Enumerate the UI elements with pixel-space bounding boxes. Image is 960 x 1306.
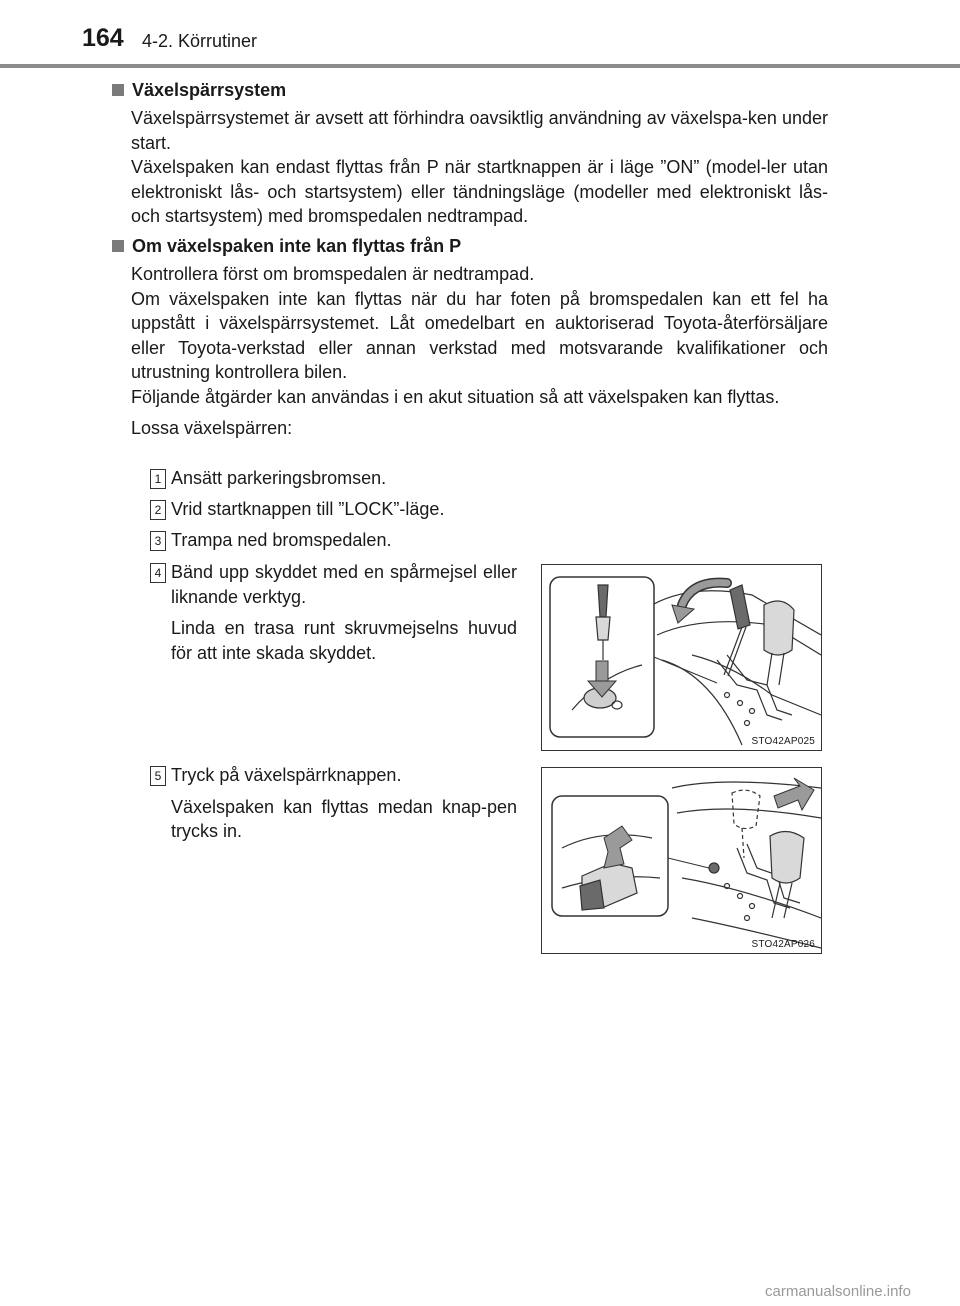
step-text: Trampa ned bromspedalen. [171,530,392,550]
shift-lock-release-illustration [542,768,821,953]
figure-code: STO42AP026 [751,939,815,950]
watermark: carmanualsonline.info [765,1283,911,1300]
section-cannot-shift [112,234,828,441]
step-text: Bänd upp skyddet med en spårmejsel eller liknande verktyg. [171,562,517,607]
paragraph: Följande åtgärder kan användas i en akut situation så att växelspaken kan flyttas. [131,386,780,407]
square-bullet-icon [112,240,124,252]
heading-text: Växelspärrsystem [132,80,287,100]
heading-text: Om växelspaken inte kan flyttas från P [132,236,462,256]
release-intro: Lossa växelspärren: [131,418,293,438]
paragraph: Om växelspaken inte kan flyttas när du har foten på bromspedalen kan ett fel ha uppstått i växelspärrsystemet. Låt omedelbart en auktoriserad Toyota-återförsäljare eller Toyota-verkstad eller annan verkstad med motsvarande kvalifikationer och utrustning kontrollera bilen. [131,288,828,382]
figure-code: STO42AP025 [751,736,815,747]
step-text: Vrid startknappen till ”LOCK”-läge. [171,499,445,519]
paragraph: Växelspaken kan endast flyttas från P när startknappen är i läge ”ON” (model-ler utan elektroniskt lås- och startsystem) eller tändningsläge (modeller med elektroniskt lås- och startsystem) med bromspedalen nedtrampad. [131,157,828,226]
step-number: 4 [150,563,166,583]
step-text: Tryck på växelspärrknappen. [171,765,402,785]
section-heading [112,234,828,258]
square-bullet-icon [112,84,124,96]
page-number: 164 [82,24,124,52]
step-number: 1 [150,469,166,489]
gear-shift-cover-illustration [542,565,821,750]
figure-press-release-button [541,767,822,954]
step-note: Linda en trasa runt skruvmejselns huvud för att inte skada skyddet. [171,618,517,663]
step-text: Ansätt parkeringsbromsen. [171,468,387,488]
section-body [131,106,828,229]
step-number: 3 [150,531,166,551]
step-5-body [171,763,517,844]
paragraph: Kontrollera först om bromspedalen är nedtrampad. [131,264,535,284]
section-body [131,262,828,441]
step-note: Växelspaken kan flyttas medan knap-pen trycks in. [171,796,517,841]
section-heading [112,78,828,102]
step-number: 2 [150,500,166,520]
step-number: 5 [150,766,166,786]
figure-pry-cover [541,564,822,751]
paragraph: Växelspärrsystemet är avsett att förhindra oavsiktlig användning av växelspa-ken under start. [131,108,828,153]
header-rule [0,64,960,68]
step-4-body [171,560,517,665]
section-shift-lock [112,78,828,229]
chapter-title: 4-2. Körrutiner [142,31,258,51]
